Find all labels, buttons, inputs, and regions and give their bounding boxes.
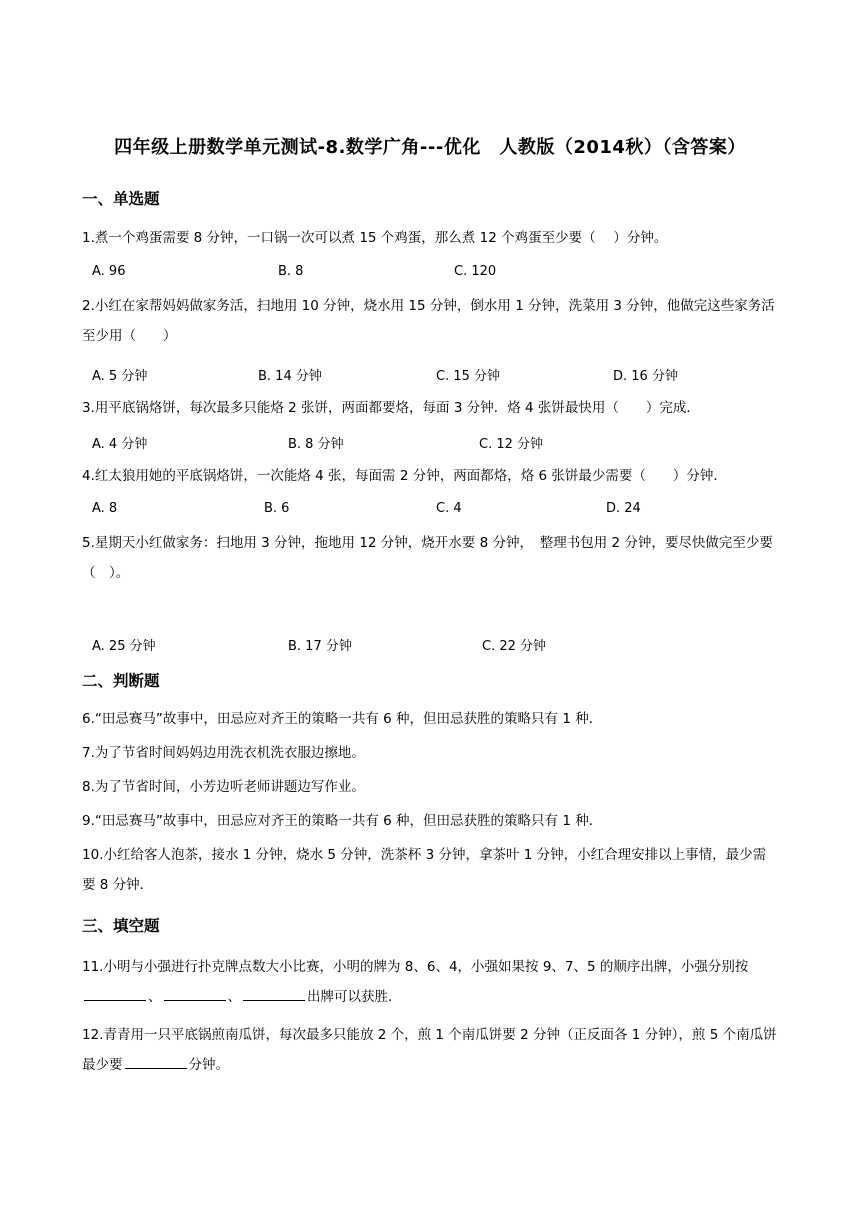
q3-option-a: A. 4 分钟 (92, 437, 148, 452)
question-4: 4.红太狼用她的平底锅烙饼，一次能烙 4 张，每面需 2 分钟，两面都烙，烙 6 张饼最少需要（ ）分钟． (82, 468, 727, 484)
question-11 (82, 952, 778, 1012)
q2-option-a: A. 5 分钟 (92, 369, 148, 384)
section-heading-single-choice: 一、单选题 (82, 190, 160, 208)
q3-option-b: B. 8 分钟 (288, 437, 344, 452)
q3-option-c: C. 12 分钟 (479, 437, 544, 452)
q4-option-d: D. 24 (606, 501, 641, 516)
q4-option-a: A. 8 (92, 501, 118, 516)
q5-option-b: B. 17 分钟 (288, 639, 352, 654)
question-7: 7.为了节省时间妈妈边用洗衣机洗衣服边擦地。 (82, 745, 365, 761)
answer-blank-3[interactable] (243, 987, 305, 1001)
question-6: 6.“田忌赛马”故事中，田忌应对齐王的策略一共有 6 种，但田忌获胜的策略只有 1 种． (82, 711, 603, 727)
question-3: 3.用平底锅烙饼，每次最多只能烙 2 张饼，两面都要烙，每面 3 分钟．烙 4 张饼最快用（ ）完成． (82, 400, 700, 416)
answer-blank-2[interactable] (164, 987, 226, 1001)
question-5: 5.星期天小红做家务：扫地用 3 分钟，拖地用 12 分钟，烧开水要 8 分钟， 整理书包用 2 分钟，要尽快做完至少要（ ）。 (82, 535, 773, 581)
q2-option-b: B. 14 分钟 (258, 369, 322, 384)
question-1: 1.煮一个鸡蛋需要 8 分钟，一口锅一次可以煮 15 个鸡蛋，那么煮 12 个鸡蛋至少要（ ）分钟。 (82, 230, 668, 246)
q1-option-b: B. 8 (278, 264, 304, 279)
question-2: 2.小红在家帮妈妈做家务活，扫地用 10 分钟，烧水用 15 分钟，倒水用 1 分钟，洗菜用 3 分钟，他做完这些家务活至少用（ ） (82, 298, 775, 344)
question-8: 8.为了节省时间，小芳边听老师讲题边写作业。 (82, 779, 365, 795)
q2-option-d: D. 16 分钟 (613, 369, 678, 384)
q4-option-c: C. 4 (436, 501, 462, 516)
q1-option-c: C. 120 (454, 264, 497, 279)
answer-blank-4[interactable] (125, 1055, 187, 1069)
section-heading-true-false: 二、判断题 (82, 672, 160, 690)
q1-option-a: A. 96 (92, 264, 126, 279)
q5-option-a: A. 25 分钟 (92, 639, 156, 654)
question-10: 10.小红给客人泡茶，接水 1 分钟，烧水 5 分钟，洗茶杯 3 分钟，拿茶叶 1 分钟，小红合理安排以上事情，最少需要 8 分钟． (82, 847, 767, 893)
question-12-text-end: 分钟。 (188, 1057, 229, 1073)
question-11-text-end: 出牌可以获胜． (307, 989, 402, 1005)
question-12 (82, 1020, 778, 1080)
separator: 、 (148, 989, 162, 1005)
separator: 、 (227, 989, 241, 1005)
section-heading-fill-blank: 三、填空题 (82, 917, 160, 935)
answer-blank-1[interactable] (84, 987, 146, 1001)
question-12-text: 12.青青用一只平底锅煎南瓜饼，每次最多只能放 2 个，煎 1 个南瓜饼要 2 分钟（正反面各 1 分钟），煎 5 个南瓜饼最少要 (82, 1027, 777, 1073)
q2-option-c: C. 15 分钟 (436, 369, 501, 384)
page-title: 四年级上册数学单元测试-8.数学广角---优化 人教版（2014秋）（含答案） (114, 137, 746, 158)
q4-option-b: B. 6 (264, 501, 290, 516)
q5-option-c: C. 22 分钟 (482, 639, 547, 654)
question-9: 9.“田忌赛马”故事中，田忌应对齐王的策略一共有 6 种，但田忌获胜的策略只有 1 种． (82, 813, 603, 829)
question-11-text: 11.小明与小强进行扑克牌点数大小比赛，小明的牌为 8、6、4，小强如果按 9、7、5 的顺序出牌，小强分别按 (82, 959, 749, 975)
